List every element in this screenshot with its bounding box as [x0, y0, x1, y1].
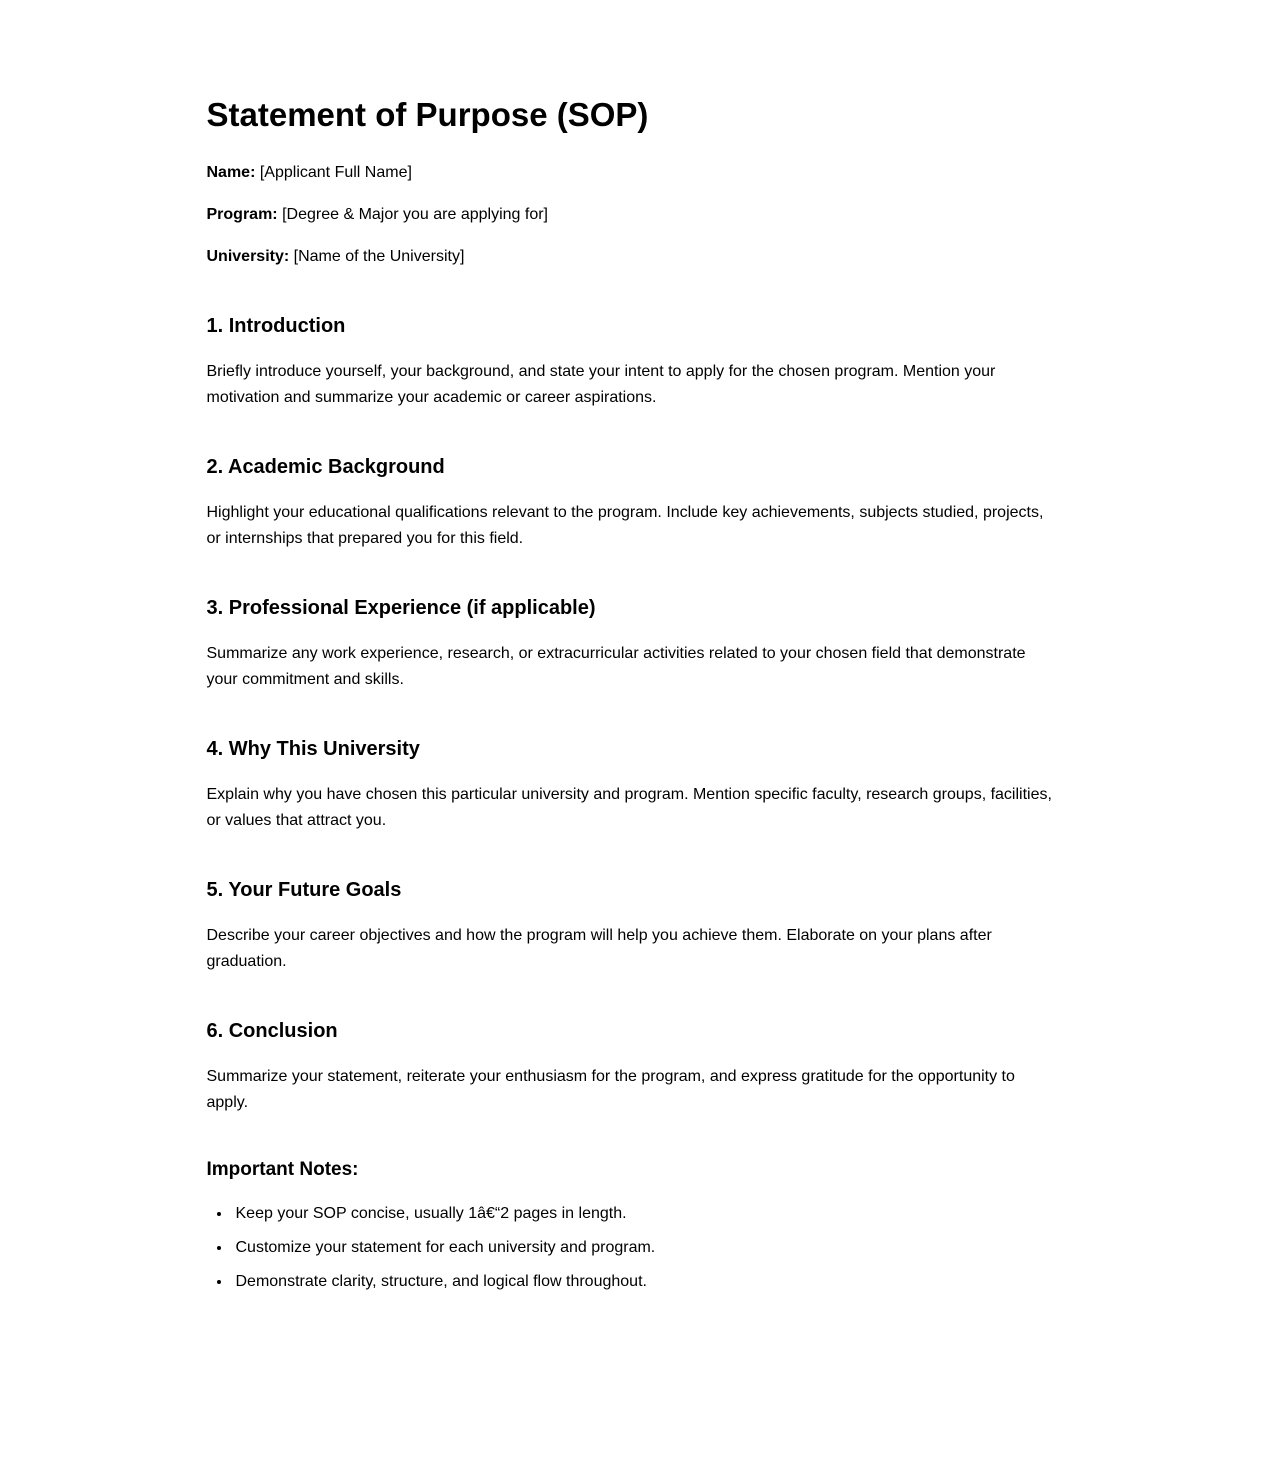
section-body-professional-experience: Summarize any work experience, research, or extracurricular activities related to your chosen field that demonstrate your commitment and skills.	[206, 645, 1026, 688]
meta-university-label: University:	[206, 248, 290, 265]
meta-name-value: [Applicant Full Name]	[259, 164, 412, 181]
section-body-future-goals: Describe your career objectives and how the program will help you achieve them. Elaborate on your plans after graduation.	[206, 927, 992, 970]
document-page	[207, 0, 1057, 1471]
section-body-conclusion: Summarize your statement, reiterate your enthusiasm for the program, and express gratitude for the opportunity to apply.	[206, 1068, 1015, 1111]
note-item: • Customize your statement for each university and program.	[232, 1235, 1057, 1261]
note-item: • Demonstrate clarity, structure, and logical flow throughout.	[232, 1269, 1057, 1295]
section-heading-introduction: 1. Introduction	[206, 315, 346, 337]
section-body-academic-background: Highlight your educational qualifications relevant to the program. Include key achievements, subjects studied, projects, or internships that prepared you for this field.	[206, 504, 1044, 547]
section-heading-professional-experience: 3. Professional Experience (if applicable)	[206, 597, 596, 619]
notes-list	[207, 1201, 1057, 1295]
meta-name-label: Name:	[206, 164, 256, 181]
meta-line-program	[207, 202, 1057, 228]
meta-program-label: Program:	[206, 206, 278, 223]
section-heading-academic-background: 2. Academic Background	[206, 456, 445, 478]
note-item: • Keep your SOP concise, usually 1â€“2 pages in length.	[232, 1201, 1057, 1227]
meta-line-name	[207, 160, 1057, 186]
section-heading-future-goals: 5. Your Future Goals	[206, 879, 402, 901]
section-body-introduction: Briefly introduce yourself, your background, and state your intent to apply for the chosen program. Mention your motivation and summarize your academic or career aspirations.	[206, 363, 996, 406]
meta-program-value: [Degree & Major you are applying for]	[282, 206, 548, 223]
section-heading-why-this-university: 4. Why This University	[206, 738, 420, 760]
meta-line-university	[207, 244, 1057, 270]
section-heading-conclusion: 6. Conclusion	[206, 1020, 338, 1042]
notes-heading: Important Notes:	[206, 1159, 359, 1180]
meta-university-value: [Name of the University]	[293, 248, 465, 265]
page-title: Statement of Purpose (SOP)	[206, 96, 649, 133]
section-body-why-this-university: Explain why you have chosen this particular university and program. Mention specific faculty, research groups, facilities, or values that attract you.	[206, 786, 1052, 829]
